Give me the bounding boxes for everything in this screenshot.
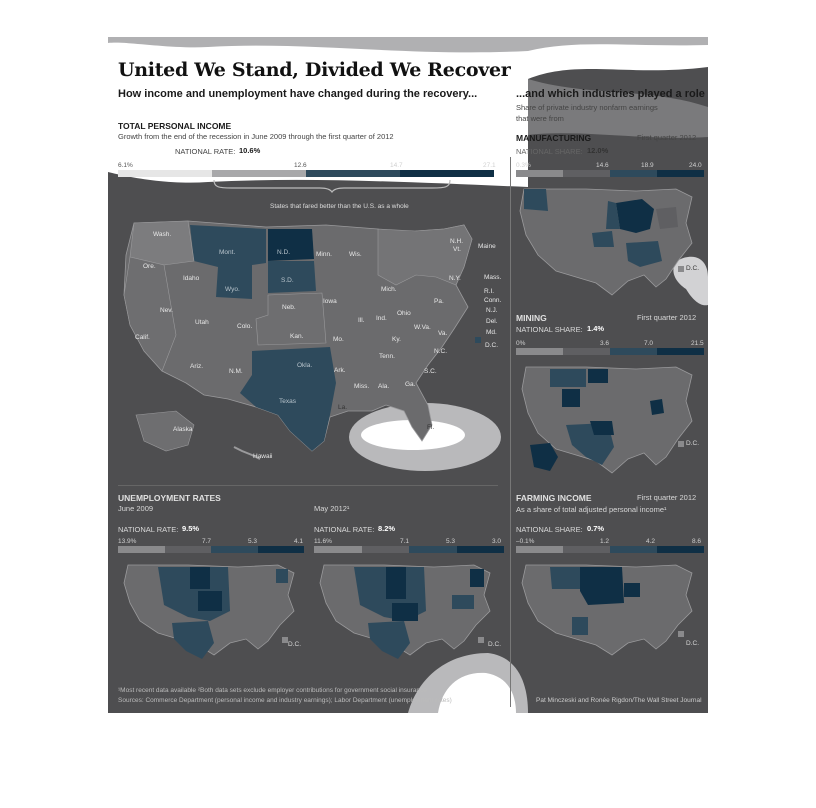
income-tick-2: 14.7 <box>390 162 403 169</box>
june-scale-3 <box>211 546 258 553</box>
northwest-shape <box>130 221 194 265</box>
mining-mont <box>550 369 586 387</box>
farming-description: As a share of total adjusted personal income¹ <box>516 505 667 514</box>
label-ny: N.Y. <box>449 275 461 282</box>
june-national-label: NATIONAL RATE: <box>118 525 179 534</box>
farming-map <box>516 559 704 659</box>
income-scale-bar <box>118 170 494 177</box>
manufacturing-scale-4 <box>657 170 704 177</box>
income-national-value: 10.6% <box>239 146 261 155</box>
farming-national-label: NATIONAL SHARE: <box>516 525 583 534</box>
may-tick-1: 7.1 <box>400 538 410 545</box>
unemployment-june-period: June 2009 <box>118 504 154 513</box>
farming-national-value: 0.7% <box>587 524 605 533</box>
farming-scale-1 <box>516 546 563 553</box>
june-tick-3: 4.1 <box>294 538 304 545</box>
june-scale-1 <box>118 546 165 553</box>
mining-nd <box>588 369 608 383</box>
label-ind: Ind. <box>376 315 387 322</box>
income-national-label: NATIONAL RATE: <box>175 147 236 156</box>
label-nd: N.D. <box>277 249 290 256</box>
label-conn: Conn. <box>484 297 502 304</box>
manufacturing-header: MANUFACTURING <box>516 133 592 143</box>
mining-header: MINING <box>516 313 547 323</box>
income-tick-1: 12.6 <box>294 162 307 169</box>
mining-okla <box>590 421 614 435</box>
right-intro-2: that were from <box>516 114 564 123</box>
label-nm: N.M. <box>229 368 243 375</box>
may-map <box>314 559 504 669</box>
income-tick-0: 6.1% <box>118 162 133 169</box>
june-scale-2 <box>165 546 212 553</box>
mining-national-value: 1.4% <box>587 324 605 333</box>
income-scale-2 <box>212 170 306 177</box>
label-calif: Calif. <box>135 334 150 341</box>
label-ore: Ore. <box>143 263 156 270</box>
label-del: Del. <box>486 318 498 325</box>
manufacturing-map <box>516 183 704 303</box>
income-header: TOTAL PERSONAL INCOME <box>118 121 232 131</box>
label-iowa: Iowa <box>323 298 337 305</box>
label-nc: N.C. <box>434 348 447 355</box>
label-colo: Colo. <box>237 323 253 330</box>
manufacturing-scale-3 <box>610 170 657 177</box>
footnote-1: ¹Most recent data available ²Both data sets exclude employer contributions for government social insurance <box>118 687 427 694</box>
manufacturing-tick-0: 0.3% <box>516 162 531 169</box>
label-wyo: Wyo. <box>225 286 240 293</box>
income-description: Growth from the end of the recession in June 2009 through the first quarter of 2012 <box>118 132 394 141</box>
label-nj: N.J. <box>486 307 498 314</box>
label-mont: Mont. <box>219 249 236 256</box>
label-wis: Wis. <box>349 251 362 258</box>
farming-tick-3: 8.6 <box>692 538 702 545</box>
may-tick-3: 3.0 <box>492 538 502 545</box>
manufacturing-tick-3: 24.0 <box>689 162 702 169</box>
dc-swatch <box>475 337 481 343</box>
may-scale-bar <box>314 546 504 553</box>
row-divider <box>118 485 498 486</box>
may-scale-2 <box>362 546 410 553</box>
manufacturing-national-label: NATIONAL SHARE: <box>516 147 583 156</box>
manufacturing-scale-1 <box>516 170 563 177</box>
june-scale-4 <box>258 546 305 553</box>
unemployment-header: UNEMPLOYMENT RATES <box>118 493 221 503</box>
manufacturing-period: First quarter 2012 <box>637 133 697 142</box>
label-nev: Nev. <box>160 307 173 314</box>
farming-south <box>572 617 588 635</box>
income-bracket <box>212 179 452 193</box>
income-scale-4 <box>400 170 494 177</box>
may-national-label: NATIONAL RATE: <box>314 525 375 534</box>
farming-plains <box>580 567 624 605</box>
manufacturing-national-value: 12.0% <box>587 146 609 155</box>
june-neb <box>198 591 222 611</box>
mining-wva <box>650 399 664 415</box>
mining-scale-3 <box>610 348 657 355</box>
mining-tick-0: 0% <box>516 340 526 347</box>
label-ky: Ky. <box>392 336 401 343</box>
june-nd <box>190 567 210 589</box>
manufacturing-ks <box>592 231 614 247</box>
income-bracket-note: States that fared better than the U.S. as a whole <box>270 203 409 210</box>
label-pa: Pa. <box>434 298 444 305</box>
label-mich: Mich. <box>381 286 397 293</box>
farming-dc-label: D.C. <box>686 640 699 647</box>
june-scale-bar <box>118 546 304 553</box>
may-dc-swatch <box>478 637 484 643</box>
subtitle-right: ...and which industries played a role <box>516 88 705 100</box>
credit: Pat Minczeski and Ronée Rigdon/The Wall Street Journal <box>536 697 702 704</box>
may-texas <box>368 621 410 659</box>
manufacturing-tick-1: 14.6 <box>596 162 609 169</box>
label-vt: Vt. <box>453 246 461 253</box>
label-dc: D.C. <box>485 342 498 349</box>
label-mass: Mass. <box>484 274 502 281</box>
farming-period: First quarter 2012 <box>637 493 697 502</box>
farming-tick-2: 4.2 <box>646 538 656 545</box>
label-ri: R.I. <box>484 288 495 295</box>
mining-scale-2 <box>563 348 610 355</box>
may-dc-label: D.C. <box>488 641 501 648</box>
right-intro-1: Share of private industry nonfarm earnings <box>516 103 658 112</box>
mining-scale-1 <box>516 348 563 355</box>
farming-scale-bar <box>516 546 704 553</box>
label-maine: Maine <box>478 243 496 250</box>
mining-tick-3: 21.5 <box>691 340 704 347</box>
farming-iowa <box>624 583 640 597</box>
nd-shape <box>268 229 314 261</box>
label-neb: Neb. <box>282 304 296 311</box>
mining-dc-label: D.C. <box>686 440 699 447</box>
label-la: La. <box>338 404 348 411</box>
may-ne <box>470 569 484 587</box>
income-scale-3 <box>306 170 400 177</box>
mining-tick-1: 3.6 <box>600 340 610 347</box>
label-alaska: Alaska <box>173 426 193 433</box>
page-title: United We Stand, Divided We Recover <box>118 59 511 81</box>
mining-wyo <box>562 389 580 407</box>
june-tick-0: 13.9% <box>118 538 137 545</box>
may-va <box>452 595 474 609</box>
label-miss: Miss. <box>354 383 370 390</box>
farming-tick-1: 1.2 <box>600 538 610 545</box>
label-texas: Texas <box>279 398 296 405</box>
manufacturing-scale-2 <box>563 170 610 177</box>
label-md: Md. <box>486 329 497 336</box>
label-ariz: Ariz. <box>190 363 203 370</box>
income-scale-1 <box>118 170 212 177</box>
june-dc-label: D.C. <box>288 641 301 648</box>
label-va: Va. <box>438 330 448 337</box>
manufacturing-nw <box>524 189 548 211</box>
label-ohio: Ohio <box>397 310 411 317</box>
farming-header: FARMING INCOME <box>516 493 592 503</box>
june-tick-2: 5.3 <box>248 538 258 545</box>
mining-scale-4 <box>657 348 704 355</box>
subtitle-left: How income and unemployment have changed during the recovery... <box>118 88 478 100</box>
farming-tick-0: –0.1% <box>516 538 535 545</box>
label-tenn: Tenn. <box>379 353 395 360</box>
may-tick-0: 11.6% <box>314 538 332 545</box>
column-divider <box>510 157 511 707</box>
may-national-value: 8.2% <box>378 524 396 533</box>
label-ga: Ga. <box>405 381 416 388</box>
manufacturing-tick-2: 18.9 <box>641 162 654 169</box>
june-national-value: 9.5% <box>182 524 200 533</box>
label-fl: Fl. <box>427 424 435 431</box>
label-kan: Kan. <box>290 333 304 340</box>
mining-scale-bar <box>516 348 704 355</box>
label-sd: S.D. <box>281 277 294 284</box>
june-ne <box>276 569 288 583</box>
label-minn: Minn. <box>316 251 332 258</box>
manufacturing-scale-bar <box>516 170 704 177</box>
may-tick-2: 5.3 <box>446 538 456 545</box>
footnote-2: Sources: Commerce Department (personal income and industry earnings); Labor Department (unemployment rates) <box>118 697 452 704</box>
infographic <box>108 37 708 713</box>
may-scale-1 <box>314 546 362 553</box>
farming-north <box>550 567 580 589</box>
mining-tick-2: 7.0 <box>644 340 654 347</box>
unemployment-may-period: May 2012¹ <box>314 504 350 513</box>
manufacturing-dc-swatch <box>678 266 684 272</box>
label-nh: N.H. <box>450 238 463 245</box>
farming-dc-swatch <box>678 631 684 637</box>
june-texas <box>172 621 214 659</box>
label-sc: S.C. <box>424 368 437 375</box>
may-scale-3 <box>409 546 457 553</box>
label-hawaii: Hawaii <box>253 453 273 460</box>
june-tick-1: 7.7 <box>202 538 212 545</box>
mining-period: First quarter 2012 <box>637 313 697 322</box>
label-ill: Ill. <box>358 317 365 324</box>
may-nd <box>386 567 406 599</box>
label-ark: Ark. <box>334 367 346 374</box>
label-utah: Utah <box>195 319 209 326</box>
label-idaho: Idaho <box>183 275 200 282</box>
label-okla: Okla. <box>297 362 313 369</box>
mining-national-label: NATIONAL SHARE: <box>516 325 583 334</box>
manufacturing-dc-label: D.C. <box>686 265 699 272</box>
label-wash: Wash. <box>153 231 172 238</box>
income-tick-3: 27.1 <box>483 162 496 169</box>
label-wva: W.Va. <box>414 324 431 331</box>
label-ala: Ala. <box>378 383 390 390</box>
may-scale-4 <box>457 546 505 553</box>
label-mo: Mo. <box>333 336 344 343</box>
farming-scale-3 <box>610 546 657 553</box>
june-map <box>118 559 304 669</box>
mining-map <box>516 361 704 479</box>
farming-scale-4 <box>657 546 704 553</box>
mining-dc-swatch <box>678 441 684 447</box>
farming-scale-2 <box>563 546 610 553</box>
may-okla <box>392 603 418 621</box>
